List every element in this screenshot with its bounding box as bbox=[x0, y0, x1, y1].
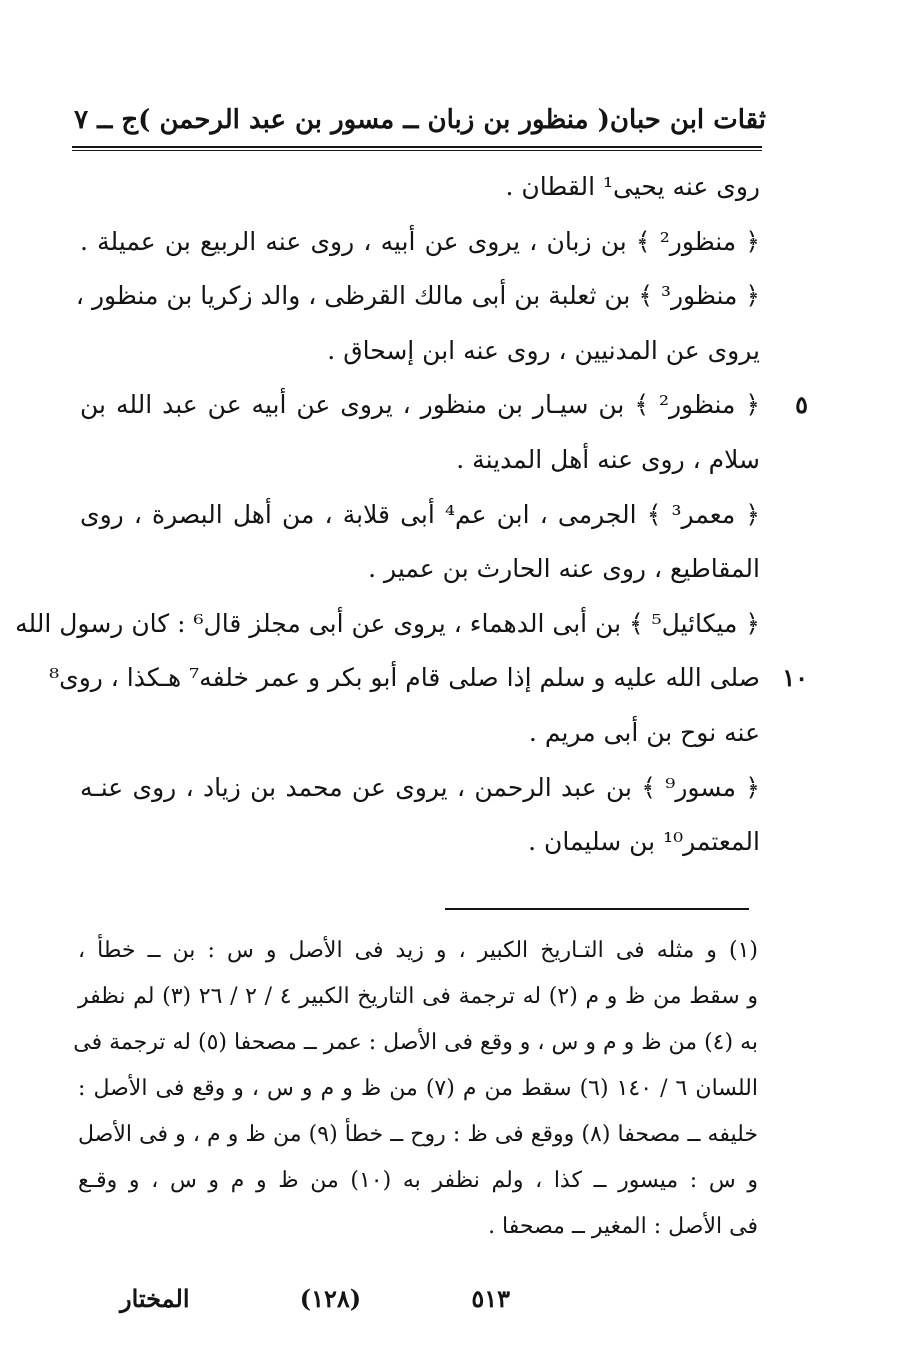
footnote-line: (١) و مثله فى التـاريخ الكبير ، و زيد فى الأصل و س : بن ــ خطأ ، bbox=[78, 938, 758, 963]
publisher-mark: المختار bbox=[120, 1283, 190, 1313]
main-text bbox=[15, 160, 808, 870]
line-text: صلى الله عليه و سلم إذا صلى قام أبو بكر و عمر خلفه⁷ هـكذا ، روى⁸ bbox=[49, 663, 760, 693]
text-line bbox=[75, 269, 760, 324]
line-text: عنه نوح بن أبى مريم . bbox=[528, 717, 760, 747]
text-line bbox=[80, 378, 808, 433]
text-line bbox=[80, 433, 760, 488]
footnote-line: فى الأصل : المغير ــ مصحفا . bbox=[488, 1214, 758, 1239]
line-text: ﴿ ميكائيل⁵ ﴾ بن أبى الدهماء ، يروى عن أبى مجلز قال⁶ : كان رسول الله bbox=[15, 608, 760, 638]
text-line bbox=[15, 597, 760, 652]
text-line bbox=[80, 761, 760, 816]
footnote-line: خليفه ــ مصحفا (٨) ووقع فى ظ : روح ــ خطأ (٩) من ظ و م ، و فى الأصل bbox=[78, 1122, 758, 1147]
line-text: ﴿ منظور² ﴾ بن زبان ، يروى عن أبيه ، روى عنه الربيع بن عميلة . bbox=[80, 226, 761, 256]
line-text: ﴿ منظور³ ﴾ بن ثعلبة بن أبى مالك القرظى ، والد زكريا بن منظور ، bbox=[75, 281, 760, 311]
volume-number: ج ــ ٧ bbox=[74, 105, 139, 135]
text-line bbox=[80, 706, 760, 761]
running-head bbox=[74, 98, 766, 142]
line-text: روى عنه يحيى¹ القطان . bbox=[505, 172, 760, 201]
entry-range: ( منظور بن زبان ــ مسور بن عبد الرحمن ) bbox=[138, 105, 610, 135]
line-number: ٥ bbox=[795, 390, 808, 420]
sheet-number: (١٢٨) bbox=[299, 1283, 362, 1313]
line-text: المقاطيع ، روى عنه الحارث بن عمير . bbox=[368, 554, 760, 584]
line-text: ﴿ مسور⁹ ﴾ بن عبد الرحمن ، يروى عن محمد بن زياد ، روى عنـه bbox=[80, 772, 761, 802]
footnote-line: اللسان ٦ / ١٤٠ (٦) سقط من م (٧) من ظ و م و س ، و وقع فى الأصل : bbox=[78, 1076, 758, 1101]
page-footer bbox=[120, 1278, 510, 1318]
text-line bbox=[80, 324, 760, 379]
text-line bbox=[80, 488, 760, 543]
book-title: ثقات ابن حبان bbox=[609, 105, 766, 135]
line-text: سلام ، روى عنه أهل المدينة . bbox=[456, 444, 760, 474]
footnote-line: و سقط من ظ و م (٢) له ترجمة فى التاريخ الكبير ٤ / ٢ / ٢٦ (٣) لم نظفر bbox=[78, 984, 758, 1009]
footnote-rule bbox=[445, 908, 749, 910]
footnote-line: به (٤) من ظ و م و س ، و وقع فى الأصل : عمر ــ مصحفا (٥) له ترجمة فى bbox=[73, 1030, 758, 1055]
line-text: ﴿ منظور² ﴾ بن سيـار بن منظور ، يروى عن أبيه عن عبد الله بن bbox=[80, 390, 760, 420]
text-line bbox=[80, 160, 760, 215]
text-line bbox=[80, 815, 760, 870]
line-text: يروى عن المدنيين ، روى عنه ابن إسحاق . bbox=[327, 335, 760, 365]
footnote-line: و س : ميسور ــ كذا ، ولم نظفر به (١٠) من ظ و م و س ، و وقـع bbox=[78, 1168, 758, 1193]
text-line bbox=[80, 542, 760, 597]
line-number: ١٠ bbox=[782, 663, 808, 693]
line-text: المعتمر¹⁰ بن سليمان . bbox=[528, 827, 760, 857]
line-text: ﴿ معمر³ ﴾ الجرمى ، ابن عم⁴ أبى قلابة ، من أهل البصرة ، روى bbox=[80, 499, 760, 529]
text-line bbox=[49, 651, 808, 706]
text-line bbox=[80, 215, 760, 270]
page-number: ٥١٣ bbox=[471, 1283, 510, 1313]
footnotes bbox=[73, 928, 758, 1250]
header-rule bbox=[72, 146, 762, 151]
